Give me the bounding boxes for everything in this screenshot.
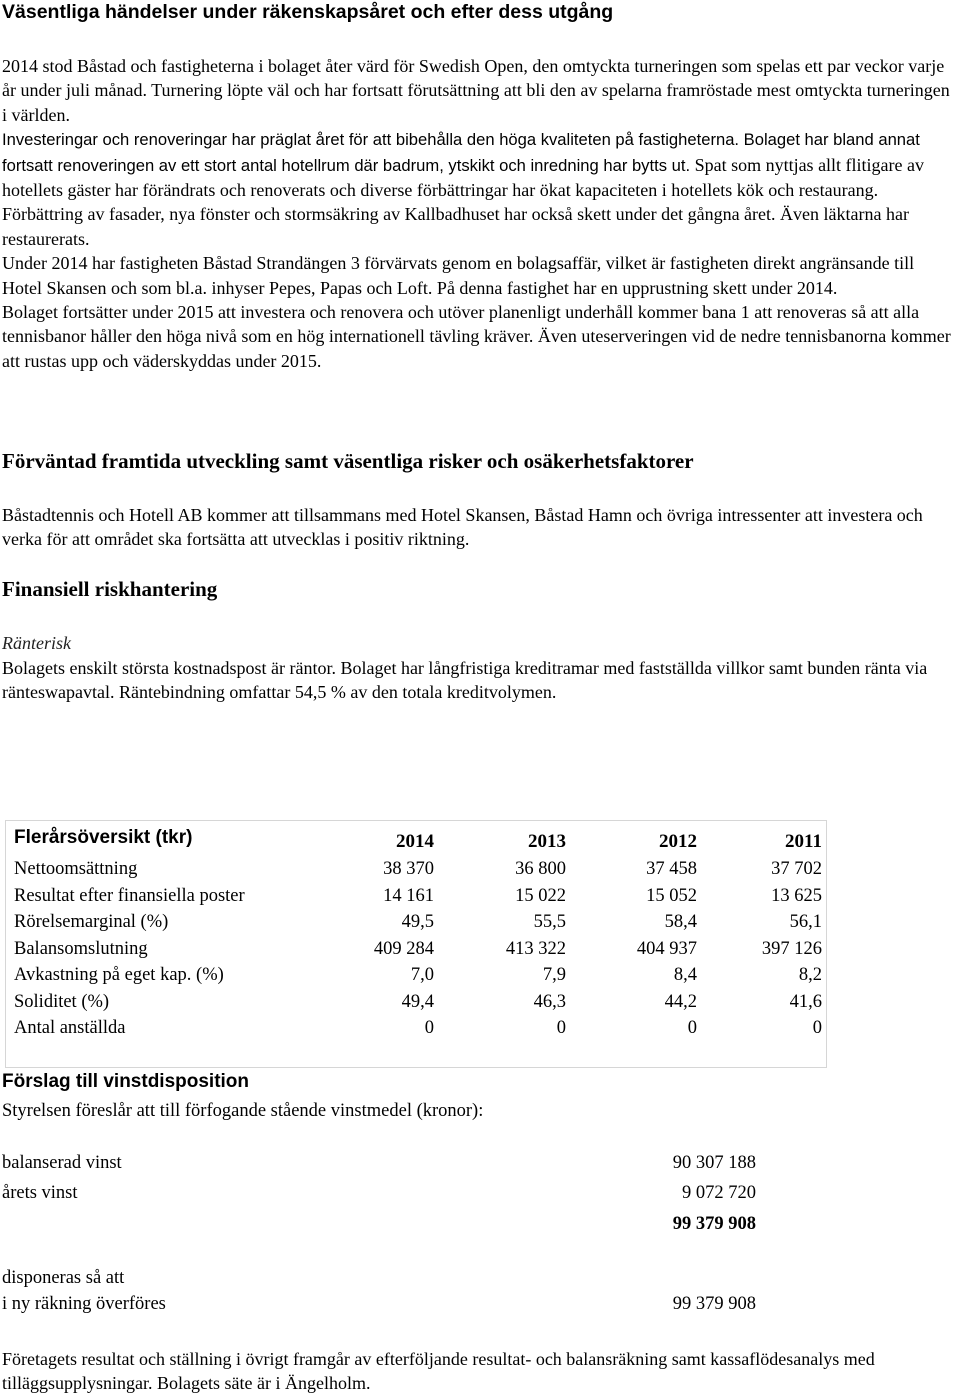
row-value: 41,6	[789, 991, 822, 1012]
closing-paragraph: Företagets resultat och ställning i övrigt framgår av efterföljande resultat- och balansräkning samt kassaflödesanalys med tilläggsupplysningar. Bolagets säte är i Ängelholm.	[2, 1349, 875, 1394]
row-value: 58,4	[664, 912, 697, 932]
row-value: 36 800	[515, 859, 566, 879]
row-value: 7,9	[542, 965, 566, 985]
row-value: 49,5	[401, 912, 434, 932]
row-value: 44,2	[664, 991, 697, 1012]
section-heading-outlook: Förväntad framtida utveckling samt väsentliga risker och osäkerhetsfaktorer	[2, 449, 694, 473]
events-paragraph-1	[2, 54, 954, 127]
row-value: 49,4	[401, 991, 434, 1012]
row-value: 409 284	[373, 938, 434, 959]
table-year: 2014	[396, 831, 434, 852]
table-row	[14, 936, 822, 962]
section-heading-profit-allocation: Förslag till vinstdisposition	[2, 1071, 250, 1092]
events-paragraph-3: Under 2014 har fastigheten Båstad Strandängen 3 förvärvats genom en bolagsaffär, vilket är fastigheten direkt angränsande till Hotel Skansen och som bl.a. inhyser Pepes, Papas och Loft. På denna fastighet har en upprustning skett under 2014.	[2, 253, 915, 298]
table-row	[14, 883, 822, 909]
section-heading-events: Väsentliga händelser under räkenskapsåret och efter dess utgång	[2, 1, 614, 23]
table-year: 2011	[785, 831, 822, 852]
row-value: 15 052	[646, 885, 697, 906]
row-label: Resultat efter finansiella poster	[14, 885, 245, 906]
row-label: Avkastning på eget kap. (%)	[14, 965, 224, 985]
row-value: 7,0	[410, 965, 434, 985]
row-value: 55,5	[533, 912, 566, 932]
retained-earnings-label: balanserad vinst	[2, 1153, 122, 1173]
table-row	[14, 962, 822, 988]
row-value: 0	[812, 1018, 822, 1038]
row-label: Nettoomsättning	[14, 859, 138, 879]
row-value: 8,2	[798, 965, 822, 985]
row-value: 38 370	[383, 859, 434, 879]
row-value: 15 022	[515, 885, 566, 906]
row-value: 397 126	[761, 938, 822, 959]
outlook-paragraph: Båstadtennis och Hotell AB kommer att tillsammans med Hotel Skansen, Båstad Hamn och övriga intressenter att investera och verka för att området ska fortsätta att utvecklas i positiv riktning.	[2, 505, 923, 550]
year-profit-value: 9 072 720	[682, 1183, 756, 1203]
row-value: 13 625	[771, 885, 822, 906]
retained-earnings-value: 90 307 188	[672, 1153, 756, 1173]
financial-risk-paragraph: Bolagets enskilt största kostnadspost är räntor. Bolaget har långfristiga kreditramar med fastställda villkor samt bunden ränta via ränteswapavtal. Räntebindning omfattar 54,5 % av den totala kreditvolymen.	[2, 658, 928, 703]
events-paragraph-2	[2, 127, 954, 251]
section-heading-financial-risk: Finansiell riskhantering	[2, 577, 218, 601]
events-paragraph-4: Bolaget fortsätter under 2015 att investera och renovera och utöver planenligt underhåll kommer bana 1 att renoveras så att alla tennisbanor håller den höga nivå som en hög internationell tävling kräver. Även uteserveringen vid de nedre tennisbanorna kommer att rustas upp och väderskyddas under 2015.	[2, 302, 951, 371]
profit-allocation-intro: Styrelsen föreslår att till förfogande stående vinstmedel (kronor):	[2, 1101, 484, 1121]
table-row	[14, 1015, 822, 1041]
row-value: 14 161	[383, 885, 434, 906]
carried-forward-label: i ny räkning överföres	[2, 1294, 166, 1314]
row-label: Soliditet (%)	[14, 991, 110, 1012]
row-label: Antal anställda	[14, 1018, 126, 1038]
events-p2-serif: Spat som nyttjas allt flitigare av hotellets gäster har förändrats och renoverats och diverse förbättringar har ökat kapaciteten i hotellets kök och restaurang. Förbättring av fasader, nya fönster och stormsäkring av Kallbadhuset har också skett under det gångna året. Även läktarna har restaurerats.	[2, 154, 925, 249]
profit-sum-value: 99 379 908	[672, 1214, 756, 1234]
row-value: 0	[424, 1018, 434, 1038]
row-value: 0	[687, 1018, 697, 1038]
interest-risk-label: Ränterisk	[2, 633, 71, 653]
row-label: Balansomslutning	[14, 938, 148, 959]
outlook-text	[2, 503, 954, 552]
table-title: Flerårsöversikt (tkr)	[14, 827, 193, 848]
row-value: 46,3	[533, 991, 566, 1012]
row-value: 37 702	[771, 859, 822, 879]
table-header-row	[14, 825, 822, 851]
closing-text	[2, 1347, 954, 1396]
row-value: 56,1	[789, 912, 822, 932]
events-text	[2, 54, 954, 373]
table-row	[14, 909, 822, 935]
events-p1-serif: 2014 stod Båstad och fastigheterna i bolaget åter värd för Swedish Open, den omtyckta turneringen som spelas ett par veckor varje år under juli månad. Turnering löpte väl och har fortsatt förutsättning att bli den av spelarna framröstade mest omtyckta turneringen i världen.	[2, 56, 950, 125]
table-row	[14, 856, 822, 882]
financial-risk-text	[2, 656, 954, 705]
row-value: 0	[556, 1018, 566, 1038]
year-profit-label: årets vinst	[2, 1183, 78, 1203]
table-empty-row	[14, 1043, 820, 1063]
multi-year-overview-table	[5, 820, 827, 1068]
allocation-label: disponeras så att	[2, 1268, 125, 1288]
row-value: 413 322	[505, 938, 566, 959]
carried-forward-value: 99 379 908	[672, 1294, 756, 1314]
row-value: 404 937	[636, 938, 697, 959]
row-label: Rörelsemarginal (%)	[14, 912, 169, 932]
row-value: 37 458	[646, 859, 697, 879]
events-p2-sans: Investeringar och renoveringar har präglat året för att bibehålla den höga kvaliteten på fastigheterna. Bolaget har bland annat fortsatt renoveringen av ett stort antal hotellrum där badrum, ytskikt och inredning har bytts ut.	[2, 130, 920, 175]
row-value: 8,4	[673, 965, 697, 985]
table-row	[14, 989, 822, 1015]
table-year: 2013	[528, 831, 566, 852]
table-year: 2012	[659, 831, 697, 852]
